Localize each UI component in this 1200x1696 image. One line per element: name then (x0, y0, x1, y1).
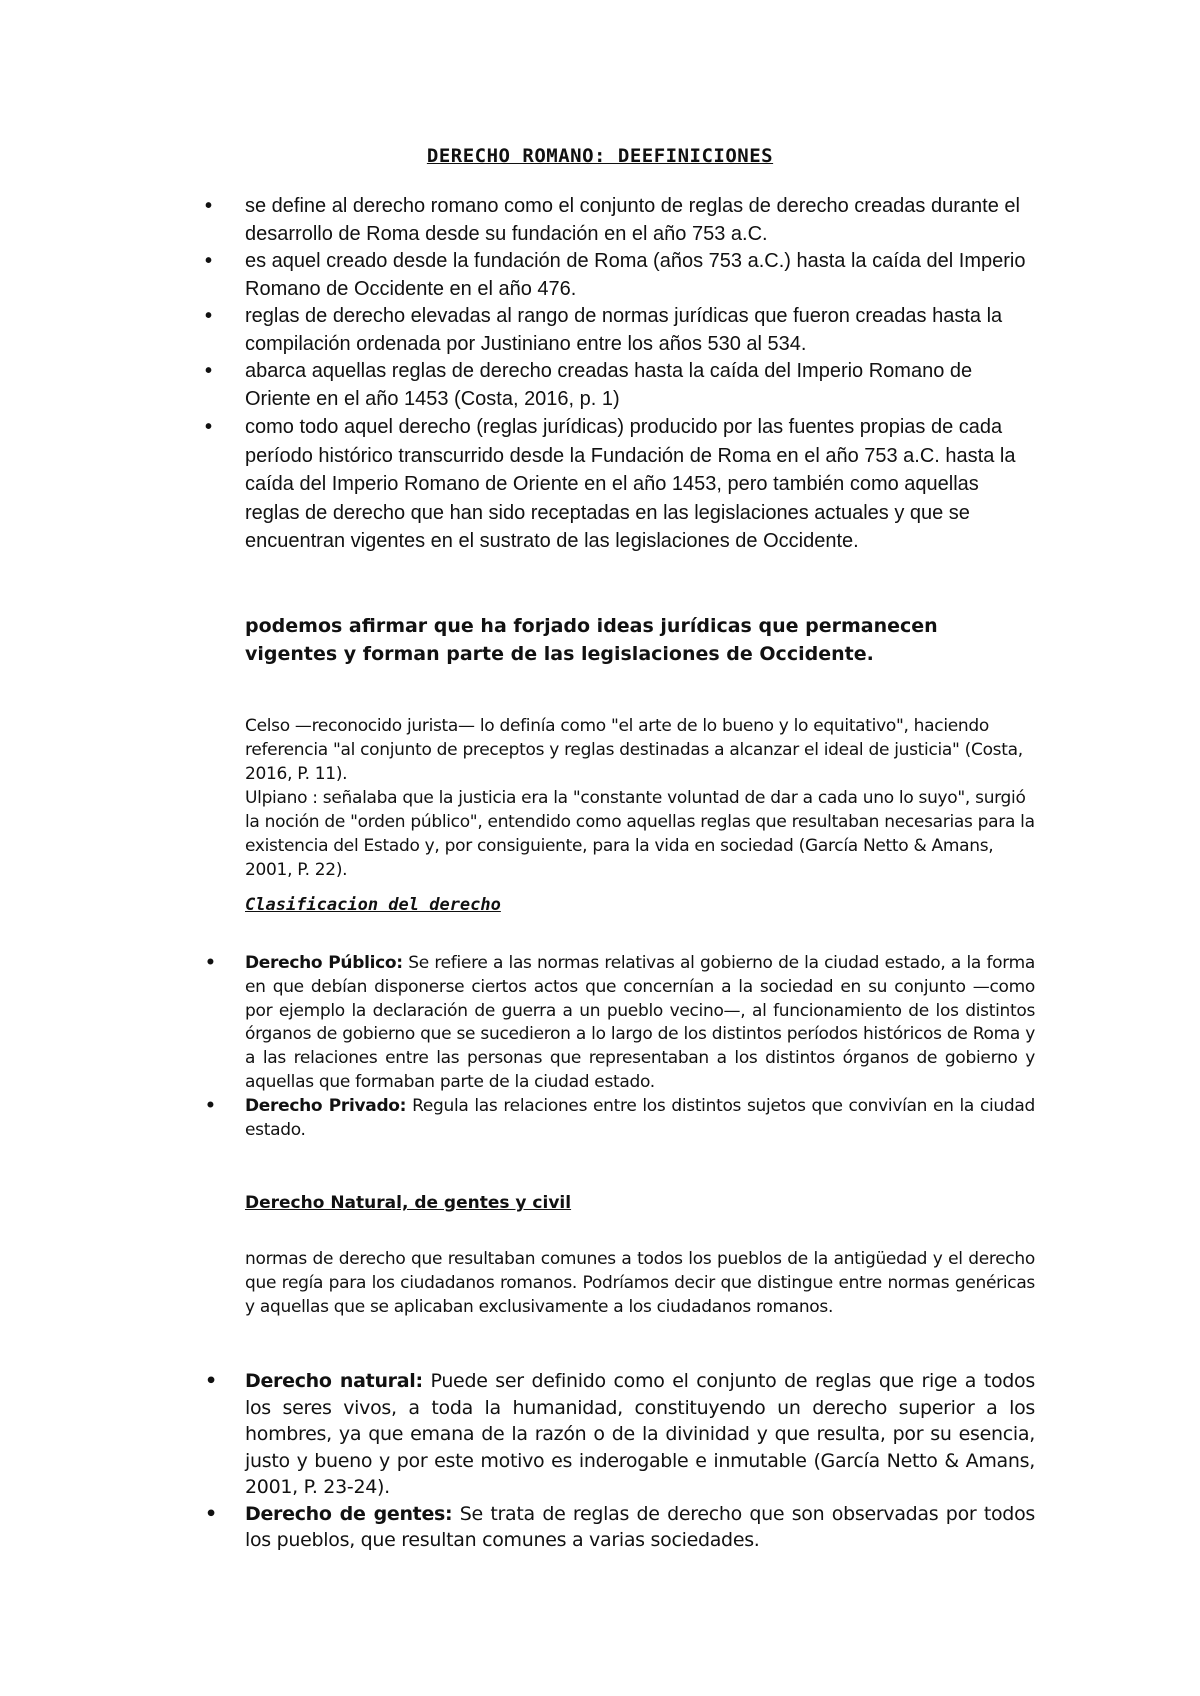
definition-item: • se define al derecho romano como el conjunto de reglas de derecho creadas durante el desarrollo de Roma desde su fundación en el año 753 a.C. (205, 193, 1035, 248)
item-text: Se trata de reglas de derecho que son observadas por todos los pueblos, que resultan comunes a varias sociedades. (245, 1502, 1035, 1551)
quote-ulpiano: Ulpiano : señalaba que la justicia era la "constante voluntad de dar a cada uno lo suyo", surgió la noción de "orden público", entendido como aquellas reglas que resultaban necesarias para la existencia del Estado y, por consiguiente, para la vida en sociedad (García Netto & Amans, 2001, P. 22). (245, 788, 1035, 880)
item-term: Derecho de gentes: (245, 1502, 453, 1525)
item-text: Puede ser definido como el conjunto de reglas que rige a todos los seres vivos, a toda la humanidad, constituyendo un derecho superior a los hombres, ya que emana de la razón o de la divinidad y que resulta, por su esencia, justo y bueno y por este motivo es inderogable e inmutable (García Netto & Amans, 2001, P. 23-24). (245, 1370, 1035, 1498)
classification-list (205, 952, 1035, 1142)
definition-item: • como todo aquel derecho (reglas jurídicas) producido por las fuentes propias de cada período histórico transcurrido desde la Fundación de Roma en el año 753 a.C. hasta la caída del Imperio Romano de Oriente en el año 1453, pero también como aquellas reglas de derecho que han sido receptadas en las legislaciones actuales y que se encuentran vigentes en el sustrato de las legislaciones de Occidente. (205, 413, 1035, 556)
natural-list (205, 1368, 1035, 1554)
natural-item (205, 1501, 1035, 1554)
definition-item: • abarca aquellas reglas de derecho creadas hasta la caída del Imperio Romano de Oriente en el año 1453 (Costa, 2016, p. 1) (205, 358, 1035, 413)
definition-item: • es aquel creado desde la fundación de Roma (años 753 a.C.) hasta la caída del Imperio Romano de Occidente en el año 476. (205, 248, 1035, 303)
natural-item (205, 1368, 1035, 1501)
quotes-block (245, 714, 1035, 882)
classification-item (205, 1095, 1035, 1143)
definition-item: • reglas de derecho elevadas al rango de normas jurídicas que fueron creadas hasta la compilación ordenada por Justiniano entre los años 530 al 534. (205, 303, 1035, 358)
classification-heading: Clasificacion del derecho (245, 895, 501, 915)
item-term: Derecho Privado: (245, 1095, 407, 1116)
item-term: Derecho natural: (245, 1370, 423, 1392)
item-text: Se refiere a las normas relativas al gobierno de la ciudad estado, a la forma en que debían disponerse ciertos actos que concernían a la sociedad en su conjunto —como por ejemplo la declaración de guerra a un pueblo vecino—, al funcionamiento de los distintos órganos de gobierno que se sucedieron a lo largo de los distintos períodos históricos de Roma y a las relaciones entre las personas que representaban a los distintos órganos de gobierno y aquellas que formaban parte de la ciudad estado. (245, 953, 1035, 1092)
item-term: Derecho Público: (245, 953, 403, 973)
quote-celso: Celso —reconocido jurista— lo definía como "el arte de lo bueno y lo equitativo", haciendo referencia "al conjunto de preceptos y reglas destinadas a alcanzar el ideal de justicia" (Costa, 2016, P. 11). (245, 716, 1023, 784)
definitions-list (205, 193, 1035, 556)
item-text: Regula las relaciones entre los distintos sujetos que convivían en la ciudad estado. (245, 1095, 1035, 1140)
classification-item (205, 952, 1035, 1095)
natural-heading: Derecho Natural, de gentes y civil (245, 1193, 572, 1213)
natural-intro: normas de derecho que resultaban comunes a todos los pueblos de la antigüedad y el derecho que regía para los ciudadanos romanos. Podríamos decir que distingue entre normas genéricas y aquellas que se aplicaban exclusivamente a los ciudadanos romanos. (245, 1249, 1035, 1317)
conclusion-paragraph: podemos afirmar que ha forjado ideas jurídicas que permanecen vigentes y forman parte de las legislaciones de Occidente. (245, 615, 938, 665)
document-title: DERECHO ROMANO: DEEFINICIONES (426, 145, 774, 167)
